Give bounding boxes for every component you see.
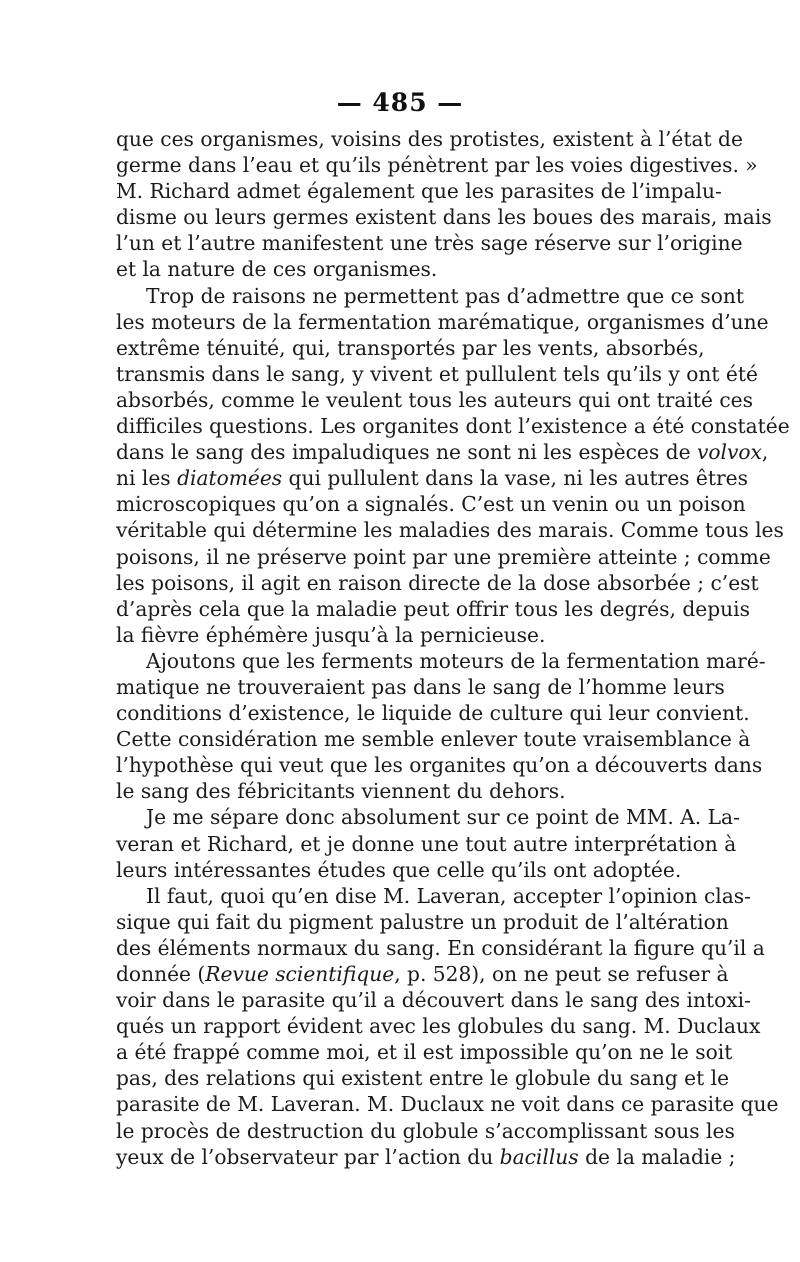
text-line: M. Richard admet également que les parasites de l’impalu-	[116, 179, 722, 204]
text-line: a été frappé comme moi, et il est impossible qu’on ne le soit	[116, 1040, 733, 1065]
text-line: véritable qui détermine les maladies des marais. Comme tous les	[116, 518, 784, 543]
text-line: microscopiques qu’on a signalés. C’est un venin ou un poison	[116, 492, 746, 517]
text-line: parasite de M. Laveran. M. Duclaux ne voit dans ce parasite que	[116, 1092, 779, 1117]
text-line: que ces organismes, voisins des protistes, existent à l’état de	[116, 127, 743, 151]
text-line: difficiles questions. Les organites dont l’existence a été constatée	[116, 414, 790, 439]
text-line: qués un rapport évident avec les globules du sang. M. Duclaux	[116, 1014, 761, 1039]
text-line: le procès de destruction du globule s’accomplissant sous les	[116, 1118, 735, 1143]
text-line: leurs intéressantes études que celle qu’ils ont adoptée.	[116, 857, 682, 882]
text-line: veran et Richard, et je donne une tout autre interprétation à	[116, 831, 737, 856]
text-line: des éléments normaux du sang. En considérant la figure qu’il a	[116, 935, 765, 960]
text-line: dans le sang des impaludiques ne sont ni les espèces de volvox,	[116, 440, 769, 465]
text-line: et la nature de ces organismes.	[116, 257, 438, 282]
text-line: les moteurs de la fermentation marématique, organismes d’une	[116, 309, 769, 334]
text-line: disme ou leurs germes existent dans les boues des marais, mais	[116, 205, 772, 230]
text-line: d’après cela que la maladie peut offrir tous les degrés, depuis	[116, 596, 750, 621]
text-line: yeux de l’observateur par l’action du bacillus de la maladie ;	[116, 1144, 736, 1169]
text-line: absorbés, comme le veulent tous les auteurs qui ont traité ces	[116, 387, 753, 412]
text-line: matique ne trouveraient pas dans le sang de l’homme leurs	[116, 674, 725, 699]
text-line: poisons, il ne préserve point par une première atteinte ; comme	[116, 544, 771, 569]
text-line: les poisons, il agit en raison directe de la dose absorbée ; c’est	[116, 570, 759, 595]
text-line: voir dans le parasite qu’il a découvert dans le sang des intoxi-	[116, 988, 751, 1013]
page-number: — 485 —	[336, 88, 464, 117]
text-line: sique qui fait du pigment palustre un produit de l’altération	[116, 909, 729, 934]
text-line: Il faut, quoi qu’en dise M. Laveran, accepter l’opinion clas-	[146, 883, 751, 908]
text-line: ni les diatomées qui pullulent dans la vase, ni les autres êtres	[116, 466, 748, 491]
text-line: Je me sépare donc absolument sur ce point de MM. A. La-	[146, 805, 740, 830]
text-line: conditions d’existence, le liquide de culture qui leur convient.	[116, 701, 750, 726]
text-line: pas, des relations qui existent entre le globule du sang et le	[116, 1066, 730, 1091]
text-line: Cette considération me semble enlever toute vraisemblance à	[116, 727, 751, 752]
text-line: Trop de raisons ne permettent pas d’admettre que ce sont	[146, 283, 744, 308]
text-line: la fièvre éphémère jusqu’à la pernicieuse.	[116, 622, 546, 647]
text-line: donnée (Revue scientifique, p. 528), on ne peut se refuser à	[116, 962, 729, 986]
text-line: le sang des fébricitants viennent du dehors.	[116, 779, 566, 804]
text-line: l’un et l’autre manifestent une très sage réserve sur l’origine	[116, 231, 743, 256]
text-line: Ajoutons que les ferments moteurs de la fermentation maré-	[146, 648, 766, 673]
text-line: germe dans l’eau et qu’ils pénètrent par les voies digestives. »	[116, 153, 758, 178]
text-line: l’hypothèse qui veut que les organites qu’on a découverts dans	[116, 753, 763, 778]
body-text	[116, 126, 790, 1170]
text-line: extrême ténuité, qui, transportés par les vents, absorbés,	[116, 335, 705, 360]
text-line: transmis dans le sang, y vivent et pullulent tels qu’ils y ont été	[116, 361, 758, 386]
